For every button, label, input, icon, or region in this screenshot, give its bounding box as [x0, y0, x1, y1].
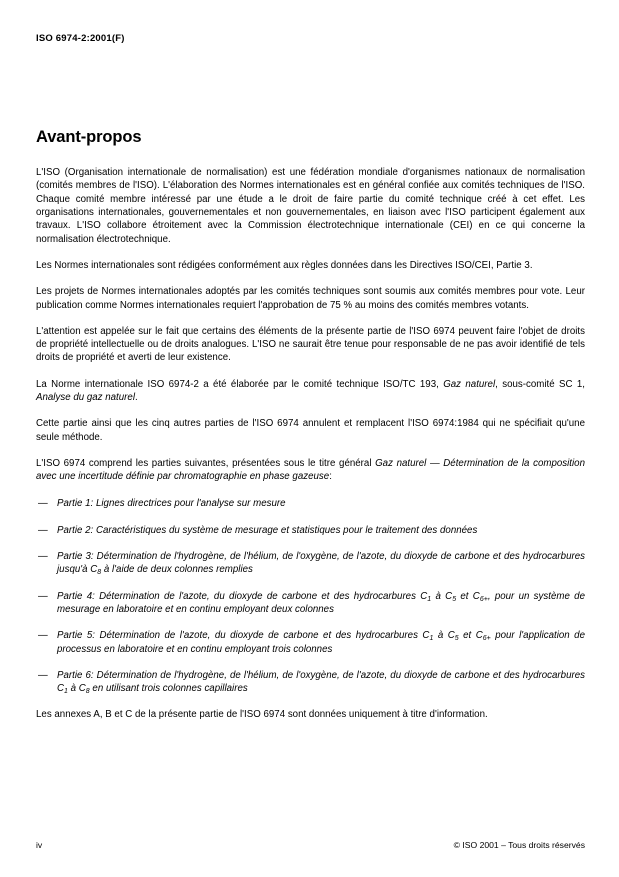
- list-item-text-mid2: et C: [456, 590, 480, 602]
- list-item-text-tail: à l'aide de deux colonnes remplies: [101, 564, 253, 576]
- subcommittee-title-italic: Analyse du gaz naturel: [36, 392, 135, 403]
- page-content: [36, 128, 585, 735]
- list-item-text-tail: en utilisant trois colonnes capillaires: [89, 683, 248, 695]
- foreword-paragraph-6: Cette partie ainsi que les cinq autres parties de l'ISO 6974 annulent et remplacent l'ISO 6974:1984 qui ne spécifiait qu'une seule méthode.: [36, 418, 585, 443]
- foreword-paragraph-1: L'ISO (Organisation internationale de normalisation) est une fédération mondiale d'organismes nationaux de normalisation (comités membres de l'ISO). L'élaboration des Normes internationales est en général confiée aux comités techniques de l'ISO. Chaque comité membre intéressé par une étude a le droit de faire partie du comité technique créé à cet effet. Les organisations internationales, gouvernementales et non gouvernementales, en liaison avec l'ISO participent également aux travaux. L'ISO collabore étroitement avec la Commission électrotechnique internationale (CEI) en ce qui concerne la normalisation électrotechnique.: [36, 167, 585, 245]
- list-item-partie-6: [36, 669, 585, 696]
- series-text-lead: L'ISO 6974 comprend les parties suivantes, présentées sous le titre général: [36, 457, 376, 469]
- em-dash-bullet-icon: —: [38, 524, 48, 536]
- list-item-text-mid2: et C: [458, 630, 483, 642]
- list-item-text-tail: , pour un système de mesurage en laboratoire et en continu employant deux colonnes: [57, 590, 585, 615]
- em-dash-bullet-icon: —: [38, 669, 48, 681]
- subscript-carbon-number: 1: [64, 688, 68, 696]
- committee-text-tail: .: [135, 392, 138, 403]
- subscript-carbon-number: 8: [97, 569, 102, 577]
- subscript-carbon-number: 6+: [482, 635, 491, 643]
- em-dash-bullet-icon: —: [38, 551, 48, 563]
- foreword-paragraph-4: L'attention est appelée sur le fait que certains des éléments de la présente partie de l'ISO 6974 peuvent faire l'objet de droits de propriété intellectuelle ou de droits analogues. L'ISO ne saurait être tenue pour responsable de ne pas avoir identifié de tels droits de propriété et averti de leur existence.: [36, 325, 585, 364]
- list-item-text-mid: à C: [431, 590, 453, 602]
- list-item-text: Partie 2: Caractéristiques du système de mesurage et statistiques pour le traitement des données: [57, 524, 478, 536]
- subscript-carbon-number: 6+: [479, 595, 488, 603]
- subscript-carbon-number: 1: [429, 635, 434, 643]
- subscript-carbon-number: 8: [85, 688, 90, 696]
- annexes-note-paragraph: Les annexes A, B et C de la présente partie de l'ISO 6974 sont données uniquement à titre d'information.: [36, 709, 488, 721]
- page-number: iv: [36, 840, 43, 850]
- series-text-tail: :: [329, 471, 332, 483]
- foreword-paragraph-7: [36, 457, 585, 484]
- list-item-text: Partie 4: Détermination de l'azote, du dioxyde de carbone et des hydrocarbures C: [57, 590, 428, 602]
- list-item-partie-5: [36, 629, 585, 656]
- em-dash-bullet-icon: —: [38, 590, 48, 602]
- list-item-text-mid: à C: [67, 683, 86, 695]
- foreword-paragraph-3: Les projets de Normes internationales adoptés par les comités techniques sont soumis aux comités membres pour vote. Leur publication comme Normes internationales requiert l'approbation de 75 % au moins des comités membres votants.: [36, 286, 585, 311]
- subscript-carbon-number: 5: [452, 595, 457, 603]
- committee-text-lead: La Norme internationale ISO 6974-2 a été élaborée par le comité technique ISO/TC 193,: [36, 378, 444, 390]
- foreword-paragraph-5: [36, 378, 585, 405]
- em-dash-bullet-icon: —: [38, 630, 48, 642]
- parts-list: [36, 497, 585, 695]
- subscript-carbon-number: 5: [454, 635, 459, 643]
- list-item-text: Partie 5: Détermination de l'azote, du dioxyde de carbone et des hydrocarbures C: [57, 630, 430, 642]
- committee-title-italic: Gaz naturel: [443, 378, 496, 390]
- foreword-paragraph-2: Les Normes internationales sont rédigées conformément aux règles données dans les Directives ISO/CEI, Partie 3.: [36, 259, 533, 271]
- list-item-partie-2: [36, 524, 585, 537]
- list-item-text: Partie 1: Lignes directrices pour l'analyse sur mesure: [57, 498, 286, 510]
- subscript-carbon-number: 1: [427, 595, 432, 603]
- list-item-partie-4: [36, 590, 585, 617]
- subcommittee-text: , sous-comité SC 1,: [495, 378, 585, 390]
- series-general-title-italic: Gaz naturel — Détermination de la composition avec une incertitude définie par chromatographie en phase gazeuse: [36, 457, 585, 483]
- copyright-notice: © ISO 2001 – Tous droits réservés: [453, 840, 585, 850]
- em-dash-bullet-icon: —: [38, 498, 48, 510]
- list-item-partie-1: [36, 497, 585, 510]
- list-item-text-tail: pour l'application de processus en laboratoire et en continu employant trois colonnes: [57, 630, 585, 655]
- list-item-text: Partie 3: Détermination de l'hydrogène, de l'hélium, de l'oxygène, de l'azote, du dioxyde de carbone et des hydrocarbures jusqu'à C: [57, 551, 585, 576]
- page-title: Avant-propos: [36, 128, 142, 146]
- list-item-text-mid: à C: [433, 630, 455, 642]
- list-item-text: Partie 6: Détermination de l'hydrogène, de l'hélium, de l'oxygène, de l'azote, du dioxyde de carbone et des hydrocarbures C: [57, 669, 585, 695]
- page-footer: [36, 840, 585, 850]
- list-item-partie-3: [36, 550, 585, 577]
- running-head: ISO 6974-2:2001(F): [36, 33, 125, 44]
